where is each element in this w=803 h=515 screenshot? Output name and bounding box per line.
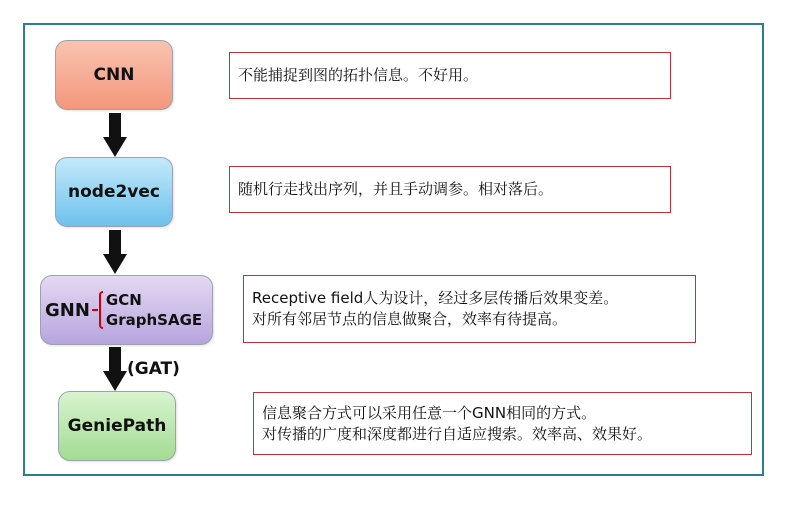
gnn-note-line-2: 对所有邻居节点的信息做聚合，效率有待提高。: [252, 310, 568, 328]
arrow-cnn-to-node2vec: [103, 113, 127, 157]
node2vec-node: [55, 157, 173, 227]
gnn-brace: [99, 291, 103, 329]
gnn-note: [243, 275, 696, 343]
gnn-note-line-1: Receptive field人为设计，经过多层传播后效果变差。: [252, 289, 619, 307]
gnn-variant-gcn: GCN: [105, 291, 142, 309]
gat-edge-label: (GAT): [127, 359, 180, 379]
geniepath-note-line-1: 信息聚合方式可以采用任意一个GNN相同的方式。: [262, 403, 597, 422]
gnn-brace-connector: [92, 309, 98, 311]
node2vec-note-line: 随机行走找出序列，并且手动调参。相对落后。: [238, 180, 554, 198]
cnn-node: [55, 40, 173, 110]
cnn-note: [229, 52, 671, 99]
node2vec-node-label: node2vec: [68, 182, 160, 202]
arrow-node2vec-to-gnn: [103, 230, 127, 274]
geniepath-note-line-2: 对传播的广度和深度都进行自适应搜索。效率高、效果好。: [262, 424, 653, 443]
cnn-node-label: CNN: [93, 65, 135, 85]
gnn-node-label: GNN: [45, 299, 90, 321]
gnn-variant-graphsage: GraphSAGE: [105, 311, 203, 329]
geniepath-note: [253, 392, 752, 455]
node2vec-note: [229, 166, 671, 213]
gnn-variants: [106, 290, 202, 330]
gnn-node: [40, 275, 213, 345]
geniepath-node: [58, 391, 176, 461]
geniepath-node-label: GeniePath: [67, 416, 167, 436]
cnn-note-line: 不能捕捉到图的拓扑信息。不好用。: [238, 66, 479, 84]
arrow-gnn-to-geniepath: [103, 347, 127, 391]
